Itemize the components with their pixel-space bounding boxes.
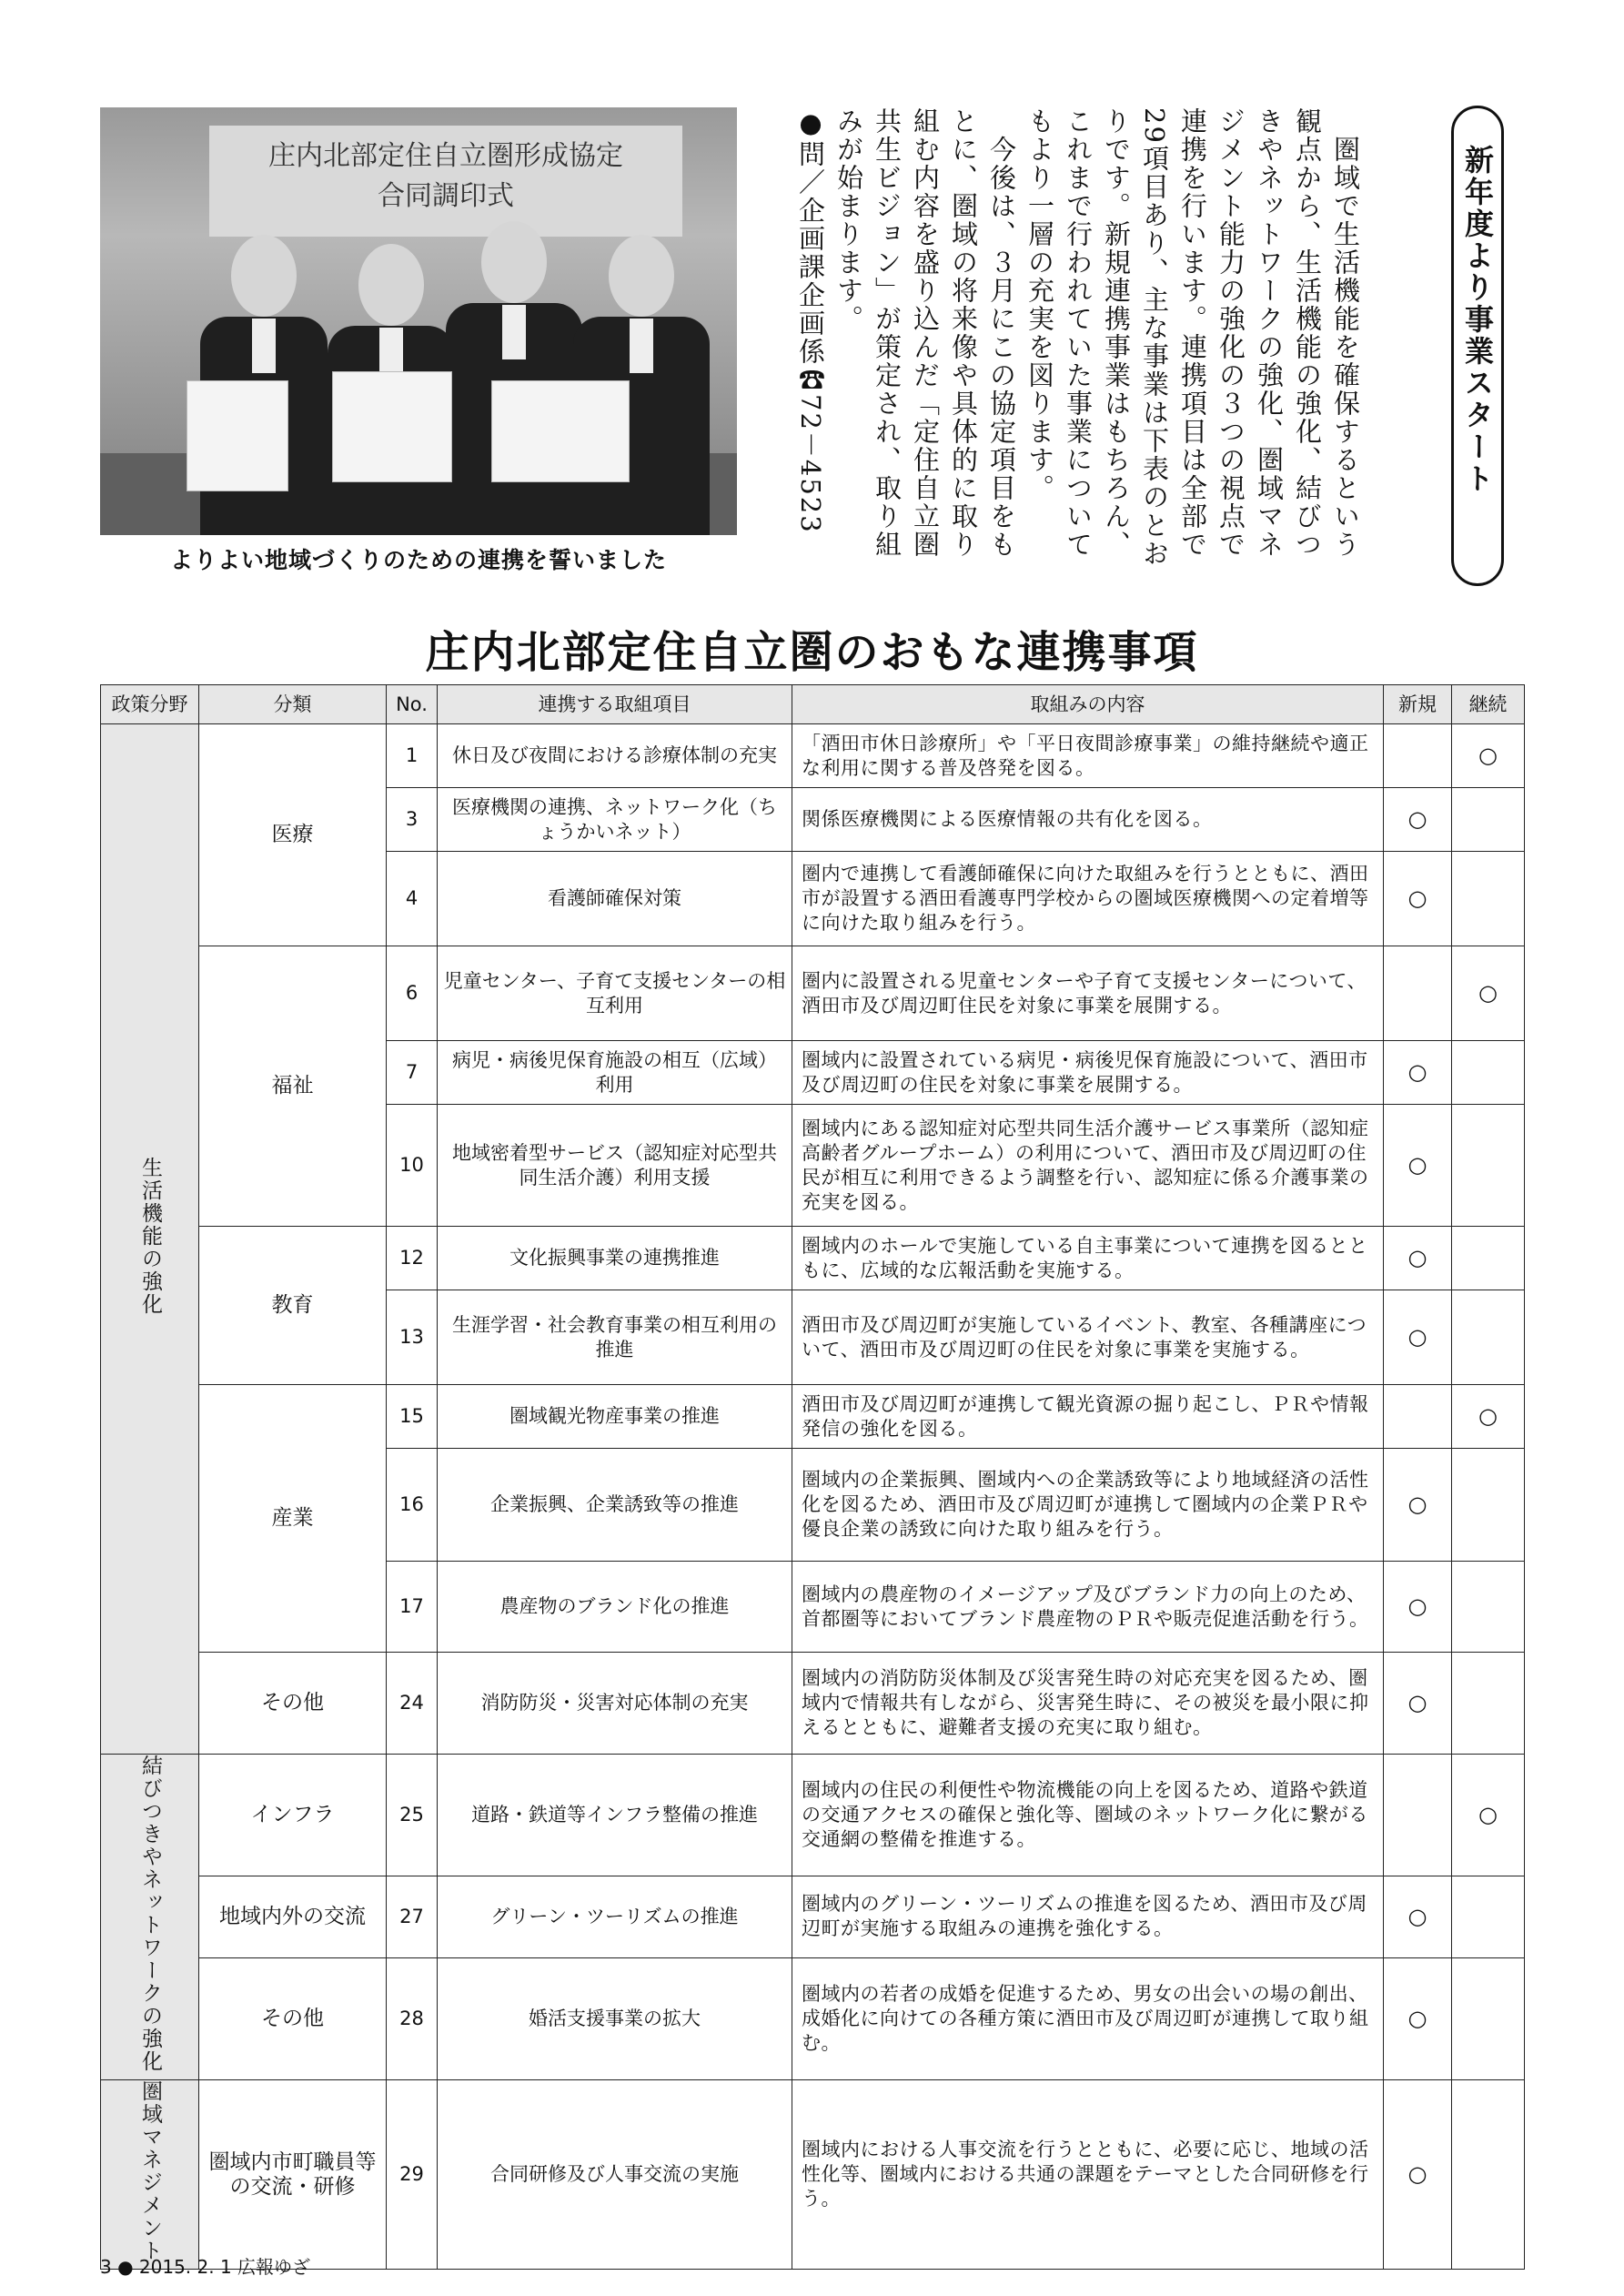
body-line: 今後は、３月にこの協定項目をも — [986, 107, 1017, 559]
content-cell: 圏内で連携して看護師確保に向けた取組みを行うとともに、酒田市が設置する酒田看護専門学校からの圏域医療機関への定着増等に向けた取り組みを行う。 — [792, 852, 1384, 946]
no-cell: 6 — [387, 946, 438, 1041]
agreement-document-1 — [187, 380, 288, 491]
item-cell: 休日及び夜間における診療体制の充実 — [438, 724, 792, 788]
no-cell: 3 — [387, 788, 438, 852]
body-line: とに、圏域の将来像や具体的に取り — [948, 107, 979, 559]
policy-area-label: 結びつきやネットワークの強化 — [138, 1755, 162, 2073]
photo-caption: よりよい地域づくりのための連携を誓いました — [169, 547, 667, 573]
no-cell: 10 — [387, 1105, 438, 1227]
item-cell: 文化振興事業の連携推進 — [438, 1227, 792, 1290]
item-cell: 地域密着型サービス（認知症対応型共同生活介護）利用支援 — [438, 1105, 792, 1227]
content-cell: 「酒田市休日診療所」や「平日夜間診療事業」の維持継続や適正な利用に関する普及啓発を図る。 — [792, 724, 1384, 788]
continued-mark-cell — [1452, 1958, 1525, 2080]
category-cell: 地域内外の交流 — [199, 1876, 387, 1957]
category-cell: 産業 — [199, 1385, 387, 1653]
no-cell: 15 — [387, 1385, 438, 1449]
body-line: 組む内容を盛り込んだ「定住自立圏 — [910, 107, 941, 559]
agreement-document-2 — [332, 371, 452, 482]
table-body — [101, 724, 1525, 2270]
item-cell: 生涯学習・社会教育事業の相互利用の推進 — [438, 1290, 792, 1385]
table-row — [101, 1755, 1525, 1876]
category-cell: その他 — [199, 1958, 387, 2080]
header-no: No. — [387, 685, 438, 724]
header-category: 分類 — [199, 685, 387, 724]
category-cell: その他 — [199, 1653, 387, 1755]
article-body — [792, 107, 1365, 581]
new-mark-cell: ○ — [1384, 1876, 1452, 1957]
banner-line-1: 庄内北部定住自立圏形成協定 — [268, 140, 623, 172]
content-cell: 圏域内のホールで実施している自主事業について連携を図るとともに、広域的な広報活動を実施する。 — [792, 1227, 1384, 1290]
item-cell: 病児・病後児保育施設の相互（広域）利用 — [438, 1041, 792, 1105]
no-cell: 24 — [387, 1653, 438, 1755]
header-content: 取組みの内容 — [792, 685, 1384, 724]
header-new: 新規 — [1384, 685, 1452, 724]
table-row — [101, 1876, 1525, 1957]
new-mark-cell: ○ — [1384, 1290, 1452, 1385]
item-cell: 農産物のブランド化の推進 — [438, 1562, 792, 1653]
item-cell: 消防防災・災害対応体制の充実 — [438, 1653, 792, 1755]
body-line: 連携を行います。連携項目は全部で — [1177, 107, 1208, 559]
body-line: 29項目あり、主な事業は下表のとお — [1139, 107, 1170, 568]
content-cell: 関係医療機関による医療情報の共有化を図る。 — [792, 788, 1384, 852]
content-cell: 酒田市及び周辺町が実施しているイベント、教室、各種講座について、酒田市及び周辺町の住民を対象に事業を実施する。 — [792, 1290, 1384, 1385]
continued-mark-cell — [1452, 1290, 1525, 1385]
new-mark-cell — [1384, 1755, 1452, 1876]
section-title: 庄内北部定住自立圏のおもな連携事項 — [425, 627, 1199, 678]
no-cell: 27 — [387, 1876, 438, 1957]
content-cell: 圏域内の消防防災体制及び災害発生時の対応充実を図るため、圏域内で情報共有しながら、災害発生時に、その被災を最小限に抑えるとともに、避難者支援の充実に取り組む。 — [792, 1653, 1384, 1755]
content-cell: 圏域内に設置されている病児・病後児保育施設について、酒田市及び周辺町の住民を対象に事業を展開する。 — [792, 1041, 1384, 1105]
header-continued: 継続 — [1452, 685, 1525, 724]
policy-area-label: 生活機能の強化 — [138, 1156, 162, 1316]
continued-mark-cell — [1452, 1227, 1525, 1290]
continued-mark-cell — [1452, 852, 1525, 946]
no-cell: 1 — [387, 724, 438, 788]
table-row — [101, 1653, 1525, 1755]
table-row — [101, 1958, 1525, 2080]
continued-mark-cell — [1452, 1653, 1525, 1755]
item-cell: グリーン・ツーリズムの推進 — [438, 1876, 792, 1957]
continued-mark-cell — [1452, 1449, 1525, 1562]
category-cell: 医療 — [199, 724, 387, 946]
ceremony-banner — [209, 126, 682, 237]
body-line: みが始まります。 — [833, 107, 864, 333]
item-cell: 医療機関の連携、ネットワーク化（ちょうかいネット） — [438, 788, 792, 852]
article-heading-badge: 新年度より事業スタート — [1451, 106, 1504, 586]
category-cell: 福祉 — [199, 946, 387, 1227]
new-mark-cell: ○ — [1384, 2080, 1452, 2270]
new-mark-cell: ○ — [1384, 1449, 1452, 1562]
person-3 — [446, 221, 582, 535]
continued-mark-cell: ○ — [1452, 1755, 1525, 1876]
item-cell: 企業振興、企業誘致等の推進 — [438, 1449, 792, 1562]
agreement-document-3 — [491, 380, 630, 482]
category-cell: 圏域内市町職員等の交流・研修 — [199, 2080, 387, 2270]
content-cell: 酒田市及び周辺町が連携して観光資源の掘り起こし、ＰＲや情報発信の強化を図る。 — [792, 1385, 1384, 1449]
new-mark-cell: ○ — [1384, 1958, 1452, 2080]
table-row — [101, 724, 1525, 788]
continued-mark-cell — [1452, 2080, 1525, 2270]
content-cell: 圏域内における人事交流を行うとともに、必要に応じ、地域の活性化等、圏域内における共通の課題をテーマとした合同研修を行う。 — [792, 2080, 1384, 2270]
continued-mark-cell: ○ — [1452, 1385, 1525, 1449]
continued-mark-cell — [1452, 1105, 1525, 1227]
no-cell: 7 — [387, 1041, 438, 1105]
new-mark-cell — [1384, 946, 1452, 1041]
continued-mark-cell — [1452, 1562, 1525, 1653]
signing-ceremony-photo — [100, 107, 737, 535]
table-row — [101, 2080, 1525, 2270]
table-header-row — [101, 685, 1525, 724]
category-cell: インフラ — [199, 1755, 387, 1876]
no-cell: 16 — [387, 1449, 438, 1562]
item-cell: 児童センター、子育て支援センターの相互利用 — [438, 946, 792, 1041]
continued-mark-cell — [1452, 1041, 1525, 1105]
item-cell: 圏域観光物産事業の推進 — [438, 1385, 792, 1449]
category-cell: 教育 — [199, 1227, 387, 1385]
header-item: 連携する取組項目 — [438, 685, 792, 724]
content-cell: 圏域内の住民の利便性や物流機能の向上を図るため、道路や鉄道の交通アクセスの確保と強化等、圏域のネットワーク化に繋がる交通網の整備を推進する。 — [792, 1755, 1384, 1876]
policy-area-label: 圏域マネジメント — [138, 2080, 162, 2262]
new-mark-cell: ○ — [1384, 1105, 1452, 1227]
new-mark-cell: ○ — [1384, 788, 1452, 852]
table-row — [101, 1385, 1525, 1449]
item-cell: 合同研修及び人事交流の実施 — [438, 2080, 792, 2270]
new-mark-cell — [1384, 1385, 1452, 1449]
contact-line: ●問／企画課企画係☎72－4523 — [795, 107, 826, 534]
body-line: もより一層の充実を図ります。 — [1024, 107, 1055, 502]
body-line: きやネットワークの強化、圏域マネ — [1254, 107, 1285, 559]
content-cell: 圏域内の若者の成婚を促進するため、男女の出会いの場の創出、成婚化に向けての各種方策に酒田市及び周辺町が連携して取り組む。 — [792, 1958, 1384, 2080]
no-cell: 28 — [387, 1958, 438, 2080]
continued-mark-cell: ○ — [1452, 724, 1525, 788]
body-line: これまで行われていた事業について — [1063, 107, 1094, 559]
body-line: 観点から、生活機能の強化、結びつ — [1292, 107, 1323, 559]
item-cell: 道路・鉄道等インフラ整備の推進 — [438, 1755, 792, 1876]
no-cell: 12 — [387, 1227, 438, 1290]
no-cell: 25 — [387, 1755, 438, 1876]
item-cell: 婚活支援事業の拡大 — [438, 1958, 792, 2080]
item-cell: 看護師確保対策 — [438, 852, 792, 946]
new-mark-cell: ○ — [1384, 1562, 1452, 1653]
continued-mark-cell — [1452, 788, 1525, 852]
continued-mark-cell: ○ — [1452, 946, 1525, 1041]
new-mark-cell: ○ — [1384, 1041, 1452, 1105]
no-cell: 29 — [387, 2080, 438, 2270]
page-footer: 3 ● 2015. 2. 1 広報ゆざ — [100, 2256, 311, 2278]
content-cell: 圏域内の企業振興、圏域内への企業誘致等により地域経済の活性化を図るため、酒田市及び周辺町が連携して圏域内の企業ＰＲや優良企業の誘致に向けた取り組みを行う。 — [792, 1449, 1384, 1562]
new-mark-cell — [1384, 724, 1452, 788]
policy-area-cell — [101, 724, 199, 1755]
no-cell: 17 — [387, 1562, 438, 1653]
table-row — [101, 946, 1525, 1041]
continued-mark-cell — [1452, 1876, 1525, 1957]
no-cell: 13 — [387, 1290, 438, 1385]
banner-line-2: 合同調印式 — [378, 180, 514, 212]
content-cell: 圏域内にある認知症対応型共同生活介護サービス事業所（認知症高齢者グループホーム）の利用について、酒田市及び周辺町の住民が相互に利用できるよう調整を行い、認知症に係る介護事業の充実を図る。 — [792, 1105, 1384, 1227]
new-mark-cell: ○ — [1384, 1227, 1452, 1290]
table-row — [101, 1227, 1525, 1290]
policy-area-cell — [101, 1755, 199, 2080]
content-cell: 圏内に設置される児童センターや子育て支援センターについて、酒田市及び周辺町住民を対象に事業を展開する。 — [792, 946, 1384, 1041]
header-area: 政策分野 — [101, 685, 199, 724]
new-mark-cell: ○ — [1384, 1653, 1452, 1755]
body-line: ジメント能力の強化の３つの視点で — [1215, 107, 1246, 559]
no-cell: 4 — [387, 852, 438, 946]
body-line: 共生ビジョン」が策定され、取り組 — [872, 107, 903, 559]
collaboration-table — [100, 684, 1525, 2270]
content-cell: 圏域内のグリーン・ツーリズムの推進を図るため、酒田市及び周辺町が実施する取組みの連携を強化する。 — [792, 1876, 1384, 1957]
content-cell: 圏域内の農産物のイメージアップ及びブランド力の向上のため、首都圏等においてブランド農産物のＰＲや販売促進活動を行う。 — [792, 1562, 1384, 1653]
body-line: りです。新規連携事業はもちろん、 — [1101, 107, 1132, 559]
new-mark-cell: ○ — [1384, 852, 1452, 946]
body-line: 圏域で生活機能を確保するという — [1330, 107, 1361, 559]
policy-area-cell — [101, 2080, 199, 2270]
